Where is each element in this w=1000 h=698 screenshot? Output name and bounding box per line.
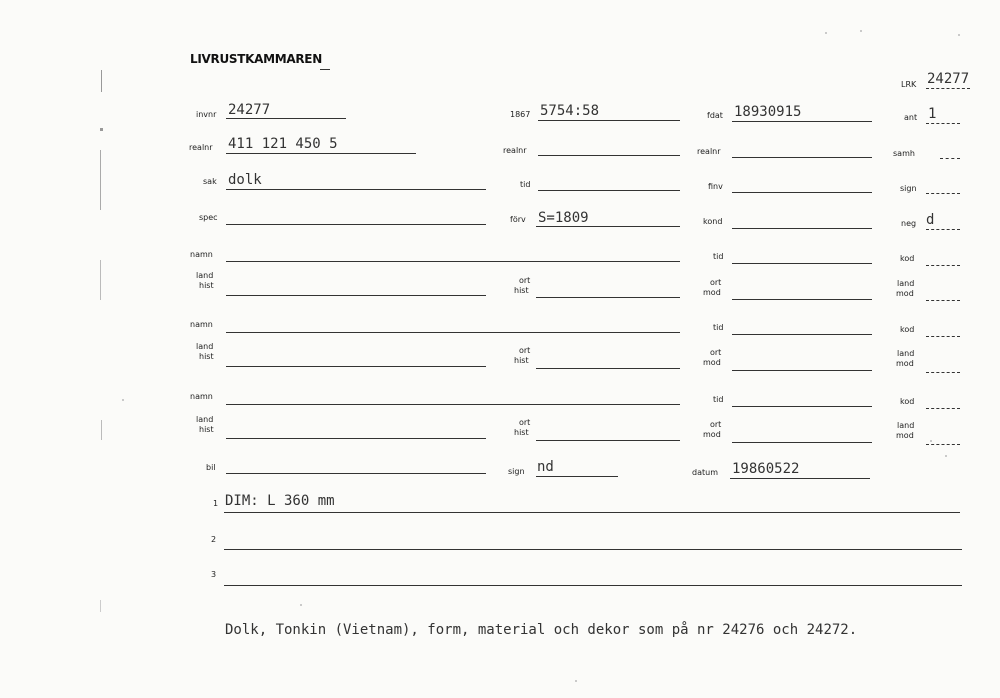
- realnr2-line: [538, 155, 680, 156]
- tid-label: tid: [713, 395, 724, 404]
- realnr1-value: 411 121 450 5: [228, 136, 338, 152]
- hist-label: hist: [199, 281, 214, 290]
- forv-line: [536, 226, 680, 227]
- numbered-label-3: 3: [211, 570, 217, 579]
- sak-value: dolk: [228, 172, 262, 188]
- datum-label: datum: [692, 468, 718, 477]
- lrk-label: LRK: [901, 80, 917, 89]
- ort-label: ort: [519, 418, 531, 427]
- kod-line: [926, 265, 960, 266]
- neg-label: neg: [901, 219, 917, 228]
- samh-label: samh: [893, 149, 915, 158]
- scan-dot: [958, 34, 960, 36]
- sak-label: sak: [203, 177, 217, 186]
- ant-label: ant: [904, 113, 918, 122]
- kod-label: kod: [900, 325, 915, 334]
- realnr3-line: [732, 157, 872, 158]
- kod-label: kod: [900, 254, 915, 263]
- neg-line: [926, 229, 960, 230]
- scan-mark: [100, 260, 101, 300]
- land-hist-line: [226, 366, 486, 367]
- sak-line: [226, 189, 486, 190]
- scan-dot: [122, 399, 124, 401]
- samh-line: [940, 158, 960, 159]
- lrk-value: 24277: [927, 71, 970, 87]
- tid-label-row3: tid: [520, 180, 531, 189]
- mod2-label: mod: [896, 359, 914, 368]
- bil-line: [226, 473, 486, 474]
- y1867-label: 1867: [510, 110, 531, 119]
- mod2-label: mod: [896, 431, 914, 440]
- kond-line: [732, 228, 872, 229]
- datum-line: [730, 478, 870, 479]
- tid-line: [732, 406, 872, 407]
- ort-mod-line: [732, 442, 872, 443]
- realnr3-label: realnr: [697, 147, 721, 156]
- sign-line-row3: [926, 193, 960, 194]
- realnr2-label: realnr: [503, 146, 527, 155]
- kond-label: kond: [703, 217, 723, 226]
- invnr-value: 24277: [228, 102, 271, 118]
- scan-dot: [860, 30, 862, 32]
- kod-line: [926, 336, 960, 337]
- ort-hist-line: [536, 440, 680, 441]
- y1867-line: [538, 120, 680, 121]
- ort2-label: ort: [710, 348, 722, 357]
- forv-label: förv: [510, 215, 526, 224]
- tid-line: [732, 334, 872, 335]
- scan-dot: [300, 604, 302, 606]
- scan-mark: [101, 70, 102, 92]
- namn-label: namn: [190, 392, 213, 401]
- land-hist-line: [226, 438, 486, 439]
- ort-hist-label: hist: [514, 286, 529, 295]
- fdat-value: 18930915: [734, 104, 802, 120]
- numbered-line-2: [224, 549, 962, 550]
- lrk-underline: [926, 88, 970, 89]
- spec-label: spec: [199, 213, 218, 222]
- land2-label: land: [897, 349, 915, 358]
- bil-label: bil: [206, 463, 216, 472]
- tid-line: [732, 263, 872, 264]
- ant-value: 1: [928, 106, 937, 122]
- finv-line: [732, 192, 872, 193]
- invnr-label: invnr: [196, 110, 217, 119]
- ort-hist-label: hist: [514, 356, 529, 365]
- land-label: land: [196, 342, 214, 351]
- scan-mark: [101, 420, 102, 440]
- land-hist-line: [226, 295, 486, 296]
- scan-mark: [100, 150, 101, 210]
- numbered-line-1: [224, 512, 960, 513]
- sign-line: [536, 476, 618, 477]
- namn-line: [226, 332, 680, 333]
- scan-mark: [100, 128, 103, 131]
- fdat-label: fdat: [707, 111, 723, 120]
- namn-label: namn: [190, 320, 213, 329]
- hist-label: hist: [199, 352, 214, 361]
- land-mod-line: [926, 372, 960, 373]
- mod2-label: mod: [896, 289, 914, 298]
- numbered-label-1: 1: [213, 499, 219, 508]
- sign-value: nd: [537, 459, 554, 475]
- ort-mod-line: [732, 299, 872, 300]
- scan-dot: [575, 680, 577, 682]
- forv-value: S=1809: [538, 210, 589, 226]
- realnr1-line: [226, 153, 416, 154]
- sign-label-row3: sign: [900, 184, 917, 193]
- namn-line: [226, 404, 680, 405]
- land2-label: land: [897, 421, 915, 430]
- tid-label: tid: [713, 252, 724, 261]
- ant-line: [926, 123, 960, 124]
- ort-label: ort: [519, 276, 531, 285]
- ort-hist-line: [536, 297, 680, 298]
- card-title: LIVRUSTKAMMAREN: [190, 52, 322, 66]
- neg-value: d: [926, 212, 935, 228]
- land-label: land: [196, 271, 214, 280]
- ort-mod-line: [732, 370, 872, 371]
- realnr1-label: realnr: [189, 143, 213, 152]
- ort-hist-line: [536, 368, 680, 369]
- datum-value: 19860522: [732, 461, 800, 477]
- description-note: Dolk, Tonkin (Vietnam), form, material och dekor som på nr 24276 och 24272.: [225, 622, 858, 638]
- tid-line-row3: [538, 190, 680, 191]
- numbered-label-2: 2: [211, 535, 217, 544]
- sign-label: sign: [508, 467, 525, 476]
- scan-dot: [930, 440, 932, 442]
- invnr-line: [226, 118, 346, 119]
- ort2-label: ort: [710, 420, 722, 429]
- land2-label: land: [897, 279, 915, 288]
- mod-label: mod: [703, 288, 721, 297]
- ort-label: ort: [519, 346, 531, 355]
- ort2-label: ort: [710, 278, 722, 287]
- title-dash: [320, 69, 330, 70]
- land-label: land: [196, 415, 214, 424]
- numbered-value-1: DIM: L 360 mm: [225, 493, 335, 509]
- land-mod-line: [926, 300, 960, 301]
- land-mod-line: [926, 444, 960, 445]
- numbered-line-3: [224, 585, 962, 586]
- scan-dot: [825, 32, 827, 34]
- scan-dot: [945, 455, 947, 457]
- scan-mark: [100, 600, 101, 612]
- tid-label: tid: [713, 323, 724, 332]
- fdat-line: [732, 121, 872, 122]
- y1867-value: 5754:58: [540, 103, 600, 119]
- ort-hist-label: hist: [514, 428, 529, 437]
- mod-label: mod: [703, 430, 721, 439]
- namn-label: namn: [190, 250, 213, 259]
- kod-label: kod: [900, 397, 915, 406]
- finv-label: finv: [708, 182, 723, 191]
- namn-line: [226, 261, 680, 262]
- mod-label: mod: [703, 358, 721, 367]
- spec-line: [226, 224, 486, 225]
- kod-line: [926, 408, 960, 409]
- hist-label: hist: [199, 425, 214, 434]
